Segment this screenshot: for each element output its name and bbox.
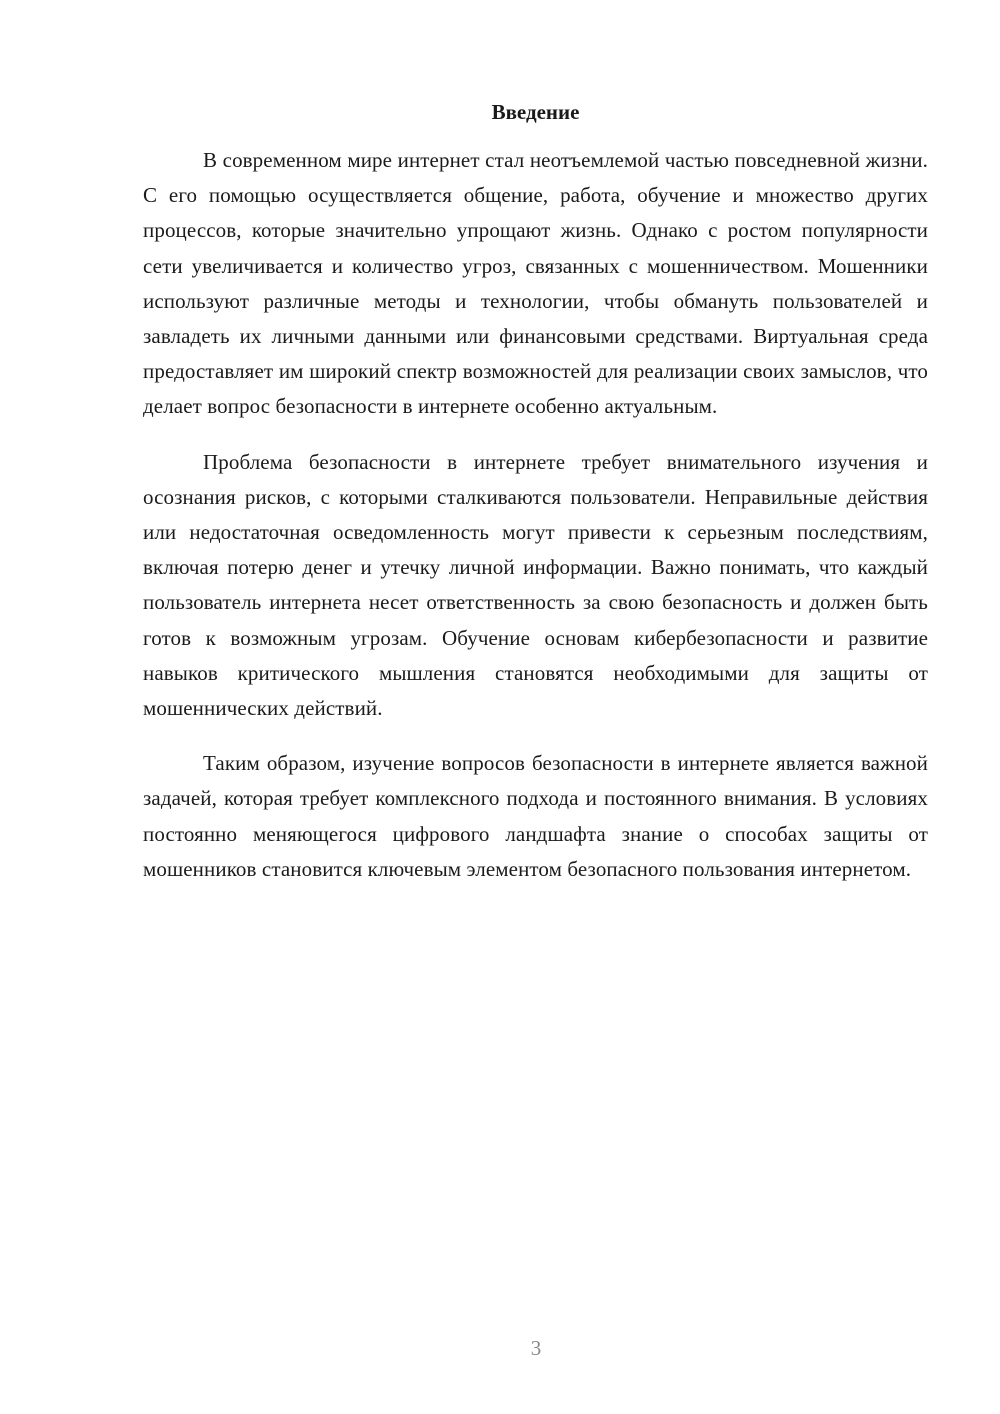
paragraph-2: Проблема безопасности в интернете требует внимательного изучения и осознания рисков, с которыми сталкиваются пользователи. Неправильные действия или недостаточная осведомленность могут привести к серьезным последствиям, включая потерю денег и утечку личной информации. Важно понимать, что каждый пользователь интернета несет ответственность за свою безопасность и должен быть готов к возможным угрозам. Обучение основам кибербезопасности и развитие навыков критического мышления становятся необходимыми для защиты от мошеннических действий. bbox=[143, 449, 928, 721]
paragraph-1: В современном мире интернет стал неотъемлемой частью повседневной жизни. С его помощью осуществляется общение, работа, обучение и множество других процессов, которые значительно упрощают жизнь. Однако с ростом популярности сети увеличивается и количество угроз, связанных с мошенничеством. Мошенники используют различные методы и технологии, чтобы обмануть пользователей и завладеть их личными данными или финансовыми средствами. Виртуальная среда предоставляет им широкий спектр возможностей для реализации своих замыслов, что делает вопрос безопасности в интернете особенно актуальным. bbox=[143, 148, 928, 419]
body-text bbox=[143, 143, 928, 907]
page-number: 3 bbox=[530, 1336, 542, 1360]
section-title: Введение bbox=[491, 100, 580, 124]
paragraph-3: Таким образом, изучение вопросов безопасности в интернете является важной задачей, которая требует комплексного подхода и постоянного внимания. В условиях постоянно меняющегося цифрового ландшафта знание о способах защиты от мошенников становится ключевым элементом безопасного пользования интернетом. bbox=[143, 751, 928, 881]
